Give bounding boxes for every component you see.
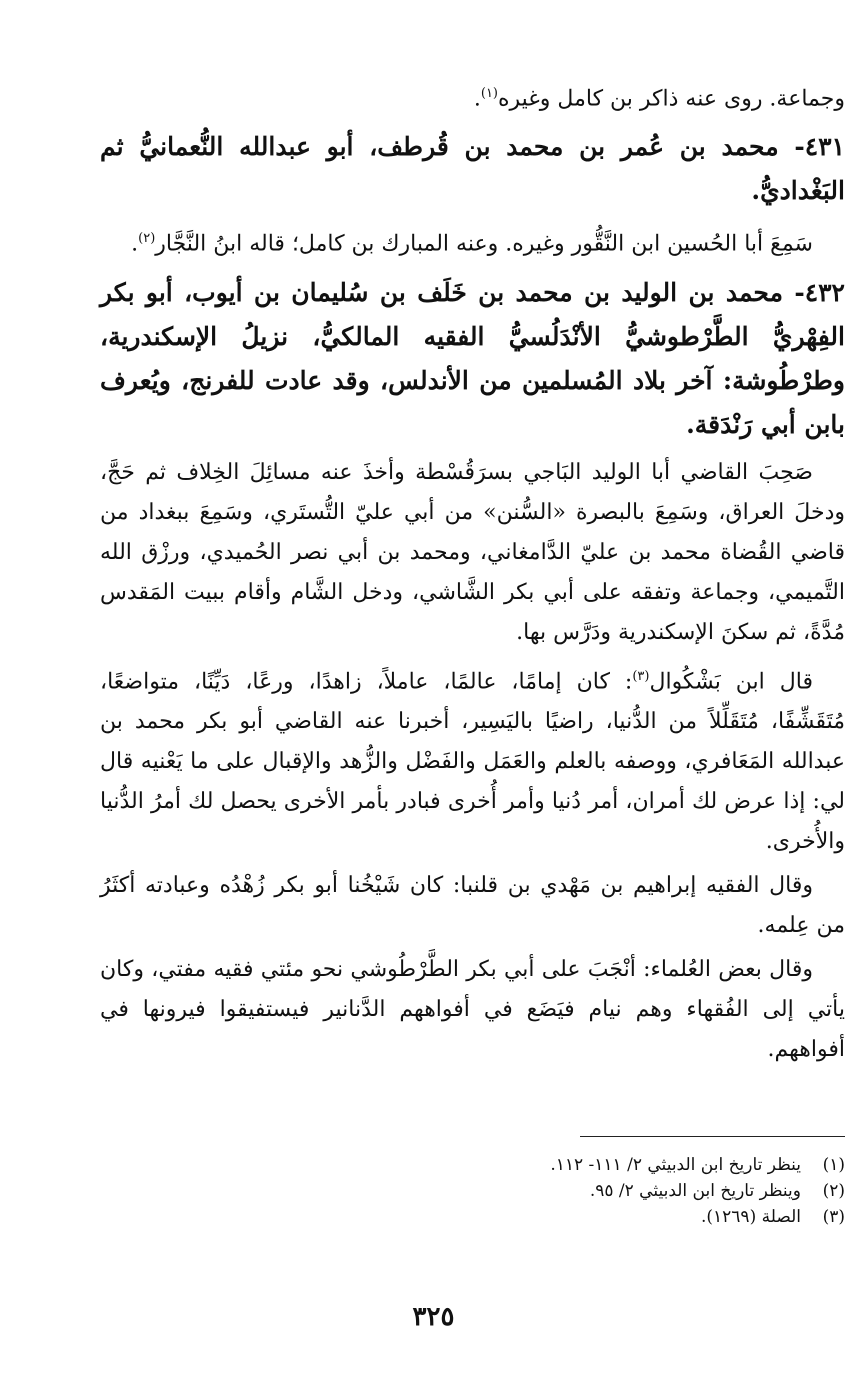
footnote-number: (١)	[822, 1155, 845, 1175]
entry-431-heading: ٤٣١- محمد بن عُمر بن محمد بن قُرطف، أبو عبدالله النُّعمانيُّ ثم البَغْداديُّ.	[100, 132, 845, 206]
page-number: ٣٢٥	[412, 1302, 455, 1332]
footnote-item	[100, 1152, 845, 1178]
footnote-text: وينظر تاريخ ابن الدبيثي ٢/ ٩٥.	[589, 1181, 801, 1201]
footnote-number: (٢)	[822, 1181, 845, 1201]
paragraph-text: وجماعة. روى عنه ذاكر بن كامل وغيره	[498, 86, 845, 112]
entry-432-paragraph-1: صَحِبَ القاضي أبا الوليد البَاجي بسرَقُسْطة وأخذَ عنه مسائِلَ الخِلاف ثم حَجَّ، ودخلَ العراق، وسَمِعَ بالبصرة «السُّنن» من أبي عليّ التُّستَري، وسَمِعَ ببغداد من قاضي القُضاة محمد بن عليّ الدَّامغاني، ومحمد بن أبي نصر الحُميدي، ورزْق الله التَّميمي، وجماعة وتفقه على أبي بكر الشَّاشي، ودخل الشَّام وأقام ببيت المَقدس مُدَّةً، ثم سكنَ الإسكندرية ودَرَّس بها.	[100, 459, 845, 645]
footnote-item	[100, 1204, 845, 1230]
footnote-ref-1[interactable]: (١)	[480, 86, 498, 101]
main-text	[100, 74, 845, 1074]
paragraph-text: .	[131, 231, 139, 257]
footnote-ref-3[interactable]: (٣)	[632, 668, 650, 684]
footnote-number: (٣)	[822, 1207, 845, 1227]
entry-432-paragraph-2	[100, 657, 845, 862]
paragraph-text: .	[473, 86, 481, 112]
footnote-item	[100, 1178, 845, 1204]
entry-431-paragraph	[100, 219, 845, 264]
paragraph-text: : كان إمامًا، عالمًا، عاملاً، زاهدًا، ورعًا، دَيِّنًا، متواضعًا، مُتَقَشِّفًا، مُتَقَلِّلاً من الدُّنيا، راضيًا باليَسِير، أخبرنا عنه القاضي أبو بكر محمد بن عبدالله المَعَافري، ووصفه بالعلم والعَمَل والفَضْل والزُّهد والإقبال على ما يَعْنيه قال لي: إذا عرض لك أمران، أمر دُنيا وأمر أُخرى فبادر بأمر الأخرى يحصل لك أمرُ الدُّنيا والأُخرى.	[100, 668, 846, 854]
entry-432-paragraph-4: وقال بعض العُلماء: أنْجَبَ على أبي بكر الطَّرْطُوشي نحو مئتي فقيه مفتي، وكان يأتي إلى الفُقهاء وهم نيام فيَضَع في أفواههم الدَّنانير فيستفيقوا فيرونها في أفواههم.	[100, 956, 845, 1062]
entry-432-heading: ٤٣٢- محمد بن الوليد بن محمد بن خَلَف بن سُليمان بن أيوب، أبو بكر الفِهْريُّ الطَّرْطوشيُّ الأنْدَلُسيُّ الفقيه المالكيُّ، نزيلُ الإسكندرية، وطرْطُوشة: آخر بلاد المُسلمين من الأندلس، وقد عادت للفرنج، ويُعرف بابن أبي رَنْدَقة.	[100, 277, 845, 439]
footnote-text: ينظر تاريخ ابن الدبيثي ٢/ ١١١- ١١٢.	[550, 1155, 801, 1175]
paragraph-text: سَمِعَ أبا الحُسين ابن النَّقُّور وغيره. وعنه المبارك بن كامل؛ قاله ابنُ النَّجَّار	[155, 231, 813, 257]
entry-432-paragraph-3: وقال الفقيه إبراهيم بن مَهْدي بن قلنبا: كان شَيْخُنا أبو بكر زُهْدُه وعبادته أكثَرُ من عِلمه.	[100, 872, 845, 938]
footnote-divider	[580, 1136, 845, 1137]
paragraph-text: قال ابن بَشْكُوال	[649, 668, 813, 694]
footnote-ref-2[interactable]: (٢)	[138, 231, 156, 247]
continuation-paragraph	[100, 74, 845, 119]
footnote-text: الصلة (١٢٦٩).	[700, 1207, 801, 1227]
footnotes	[100, 1152, 845, 1230]
